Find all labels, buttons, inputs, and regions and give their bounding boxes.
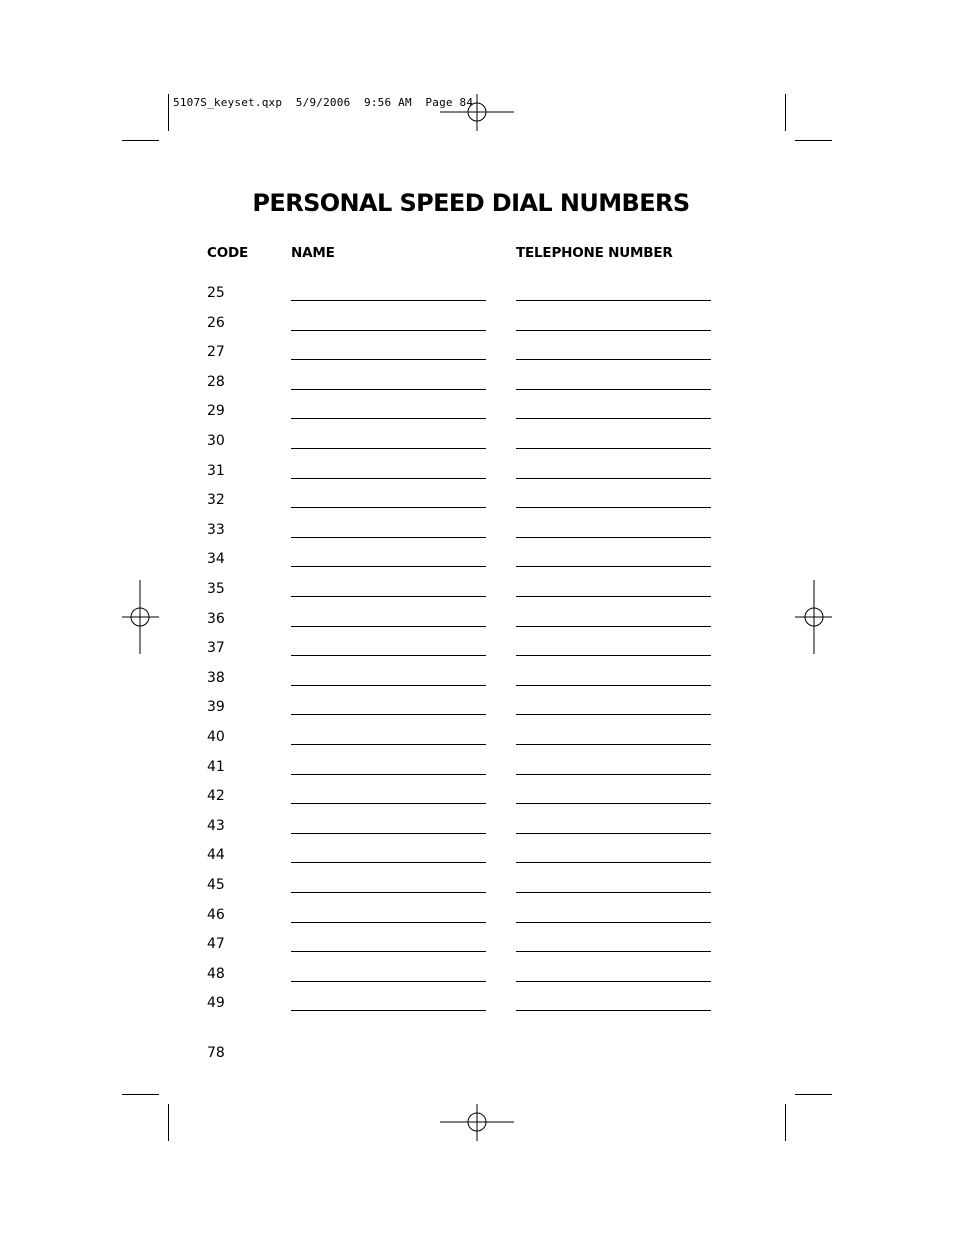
telephone-blank-line[interactable] <box>516 537 711 538</box>
telephone-blank-line[interactable] <box>516 418 711 419</box>
name-blank-line[interactable] <box>291 478 486 479</box>
telephone-blank-line[interactable] <box>516 566 711 567</box>
telephone-blank-line[interactable] <box>516 448 711 449</box>
speed-dial-row <box>0 788 954 810</box>
speed-dial-row <box>0 907 954 929</box>
telephone-blank-line[interactable] <box>516 833 711 834</box>
telephone-blank-line[interactable] <box>516 300 711 301</box>
speed-dial-row <box>0 670 954 692</box>
name-blank-line[interactable] <box>291 862 486 863</box>
speed-dial-code: 47 <box>207 936 225 953</box>
speed-dial-row <box>0 463 954 485</box>
column-header-telephone: TELEPHONE NUMBER <box>516 245 673 261</box>
speed-dial-row <box>0 640 954 662</box>
speed-dial-code: 41 <box>207 758 225 775</box>
telephone-blank-line[interactable] <box>516 655 711 656</box>
name-blank-line[interactable] <box>291 685 486 686</box>
name-blank-line[interactable] <box>291 803 486 804</box>
telephone-blank-line[interactable] <box>516 803 711 804</box>
speed-dial-code: 39 <box>207 699 225 716</box>
speed-dial-row <box>0 344 954 366</box>
speed-dial-code: 26 <box>207 314 225 331</box>
telephone-blank-line[interactable] <box>516 626 711 627</box>
telephone-blank-line[interactable] <box>516 981 711 982</box>
speed-dial-row <box>0 433 954 455</box>
telephone-blank-line[interactable] <box>516 478 711 479</box>
speed-dial-row <box>0 936 954 958</box>
name-blank-line[interactable] <box>291 655 486 656</box>
page-title: PERSONAL SPEED DIAL NUMBERS <box>252 189 690 217</box>
speed-dial-code: 37 <box>207 640 225 657</box>
telephone-blank-line[interactable] <box>516 862 711 863</box>
speed-dial-code: 29 <box>207 403 225 420</box>
telephone-blank-line[interactable] <box>516 330 711 331</box>
print-slug-line: 5107S_keyset.qxp 5/9/2006 9:56 AM Page 84 <box>173 96 474 109</box>
telephone-blank-line[interactable] <box>516 951 711 952</box>
speed-dial-code: 40 <box>207 729 225 745</box>
name-blank-line[interactable] <box>291 507 486 508</box>
telephone-blank-line[interactable] <box>516 359 711 360</box>
speed-dial-code: 36 <box>207 610 225 627</box>
column-header-code: CODE <box>207 245 249 261</box>
telephone-blank-line[interactable] <box>516 892 711 893</box>
name-blank-line[interactable] <box>291 596 486 597</box>
speed-dial-row <box>0 877 954 899</box>
speed-dial-code: 35 <box>207 581 225 597</box>
speed-dial-code: 48 <box>207 965 225 982</box>
name-blank-line[interactable] <box>291 1010 486 1011</box>
speed-dial-row <box>0 403 954 425</box>
speed-dial-row <box>0 699 954 721</box>
speed-dial-row <box>0 847 954 869</box>
speed-dial-row <box>0 611 954 633</box>
speed-dial-code: 31 <box>207 462 225 479</box>
speed-dial-row <box>0 966 954 988</box>
telephone-blank-line[interactable] <box>516 922 711 923</box>
speed-dial-row <box>0 818 954 840</box>
telephone-blank-line[interactable] <box>516 714 711 715</box>
speed-dial-code: 30 <box>207 433 225 449</box>
speed-dial-code: 25 <box>207 285 225 301</box>
telephone-blank-line[interactable] <box>516 389 711 390</box>
telephone-blank-line[interactable] <box>516 507 711 508</box>
speed-dial-code: 28 <box>207 373 225 390</box>
name-blank-line[interactable] <box>291 566 486 567</box>
speed-dial-code: 33 <box>207 521 225 538</box>
speed-dial-code: 44 <box>207 847 225 864</box>
speed-dial-code: 32 <box>207 492 225 509</box>
speed-dial-code: 27 <box>207 344 225 361</box>
speed-dial-row <box>0 551 954 573</box>
speed-dial-row <box>0 522 954 544</box>
name-blank-line[interactable] <box>291 537 486 538</box>
telephone-blank-line[interactable] <box>516 596 711 597</box>
speed-dial-row <box>0 285 954 307</box>
speed-dial-row <box>0 315 954 337</box>
telephone-blank-line[interactable] <box>516 1010 711 1011</box>
speed-dial-row <box>0 995 954 1017</box>
name-blank-line[interactable] <box>291 892 486 893</box>
speed-dial-code: 34 <box>207 551 225 568</box>
telephone-blank-line[interactable] <box>516 774 711 775</box>
speed-dial-code: 43 <box>207 817 225 834</box>
name-blank-line[interactable] <box>291 448 486 449</box>
name-blank-line[interactable] <box>291 330 486 331</box>
speed-dial-code: 46 <box>207 906 225 923</box>
name-blank-line[interactable] <box>291 418 486 419</box>
page-number: 78 <box>207 1045 225 1061</box>
speed-dial-row <box>0 581 954 603</box>
registration-target-bottom <box>440 1104 514 1141</box>
name-blank-line[interactable] <box>291 626 486 627</box>
telephone-blank-line[interactable] <box>516 744 711 745</box>
name-blank-line[interactable] <box>291 300 486 301</box>
name-blank-line[interactable] <box>291 744 486 745</box>
name-blank-line[interactable] <box>291 922 486 923</box>
speed-dial-row <box>0 759 954 781</box>
speed-dial-row <box>0 492 954 514</box>
speed-dial-row <box>0 729 954 751</box>
name-blank-line[interactable] <box>291 389 486 390</box>
speed-dial-row <box>0 374 954 396</box>
telephone-blank-line[interactable] <box>516 685 711 686</box>
name-blank-line[interactable] <box>291 774 486 775</box>
speed-dial-code: 38 <box>207 669 225 686</box>
speed-dial-code: 45 <box>207 877 225 893</box>
name-blank-line[interactable] <box>291 833 486 834</box>
name-blank-line[interactable] <box>291 359 486 360</box>
name-blank-line[interactable] <box>291 981 486 982</box>
speed-dial-code: 42 <box>207 788 225 805</box>
name-blank-line[interactable] <box>291 951 486 952</box>
name-blank-line[interactable] <box>291 714 486 715</box>
speed-dial-code: 49 <box>207 995 225 1012</box>
column-header-name: NAME <box>291 245 335 261</box>
